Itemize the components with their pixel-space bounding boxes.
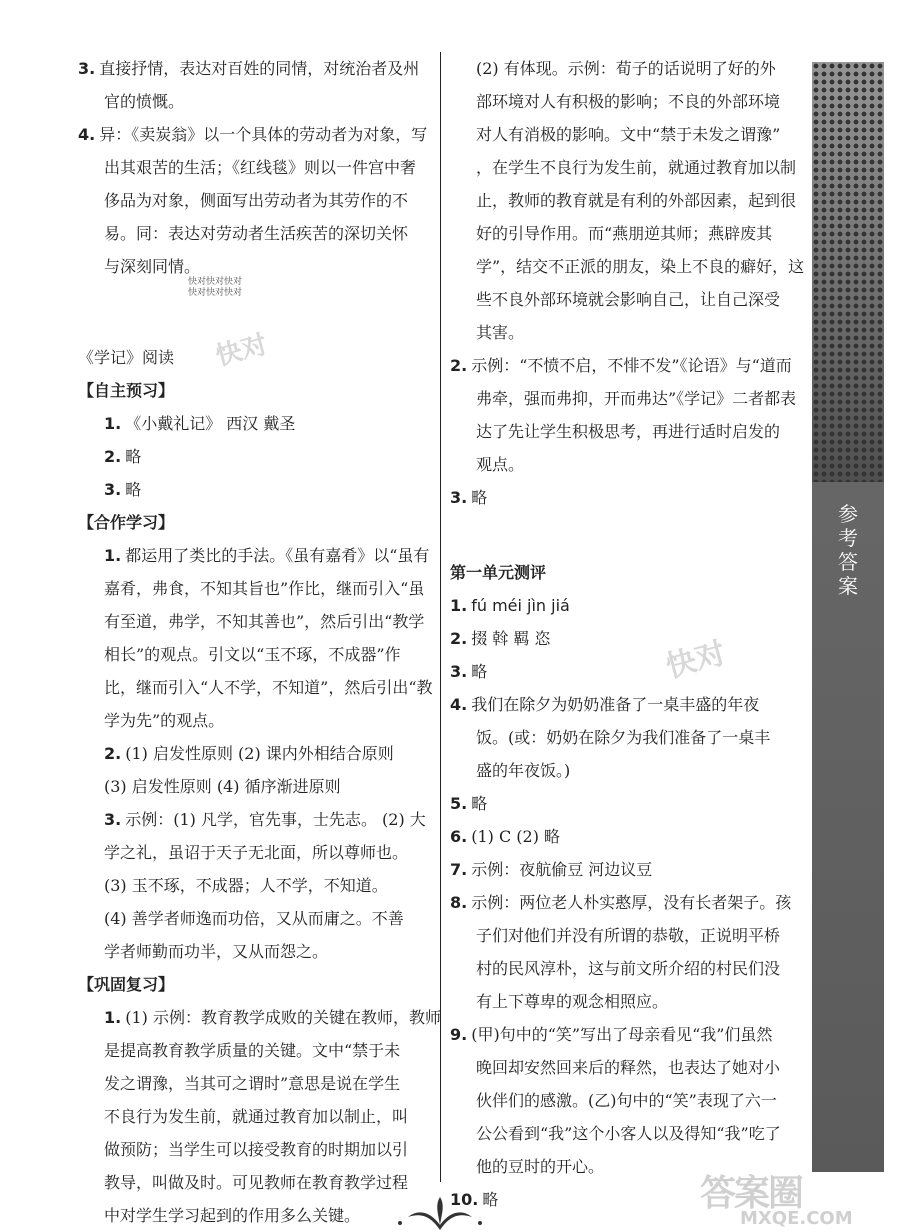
unit-question-5: 5. 略 (450, 794, 488, 813)
unit-question-6: 6. (1) C (2) 略 (450, 827, 561, 846)
left-column: 3. 直接抒情，表达对百姓的同情，对统治者及州 官的愤慨。 4. 异：《卖炭翁》以一个具体的劳动者为对象，写 出其艰苦的生活；《红线毯》则以一件宫中奢 侈品为对象，侧面写出劳动者为其劳作的不 易。同：表达对劳动者生活疾苦的深切关怀 与深刻同情。 快对快对快对 快对快对快对 《学记》阅读 【自主预习】 1. 《小戴礼记》 西汉 戴圣 2. 略 3. 略 【合作学习】 1. 都运用了类比的手法。《虽有嘉肴》以“虽有 嘉肴，弗食，不知其旨也”作比，继而引入“虽 有至道，弗学，不知其善也”，然后引出“教学 相长”的观点。引文以“玉不琢，不成器”作 比，继而引入“人不学，不知道”，然后引出“教 学为先”的观点。 2. (1) 启发性原则 (2) 课内外相结合原则 (3) 启发性原则 (4) 循序渐进原则 3. 示例：(1) 凡学，官先事，士先志。 (2) 大 学之礼，虽诏于天子无北面，所以尊师也。 (3) 玉不琢，不成器；人不学，不知道。 (4) 善学者师逸而功倍，又从而庸之。不善 学者师勤而功半，又从而怨之。 【巩固复习】 1. (1) 示例：教育教学成败的关键在教师，教师 是提高教育教学质量的关键。文中“禁于未 发之谓豫，当其可之谓时”意思是说在学生 不良行为发生前，就通过教育加以制止，叫 做预防；当学生可以接受教育的时期加以引 教导，叫做及时。可见教师在教育教学过程 中对学生学习起到的作用多么关键。 (78, 52, 438, 1232)
coop-heading: 【合作学习】 (78, 513, 175, 532)
review-question-1: 1. (1) 示例：教育教学成败的关键在教师，教师 是提高教育教学质量的关键。文中“禁于未 发之谓豫，当其可之谓时”意思是说在学生 不良行为发生前，就通过教育加以制止，叫 做预防；当学生可以接受教育的时期加以引 教导，叫做及时。可见教师在教育教学过程 中对学生学习起到的作用多么关键。 (104, 1008, 441, 1225)
answer-key-sidebar (812, 62, 884, 1172)
review-question-1-cont: (2) 有体现。示例：荀子的话说明了好的外 部环境对人有积极的影响；不良的外部环境 对人有消极的影响。文中“禁于未发之谓豫” ，在学生不良行为发生前，就通过教育加以制 止，教师的教育就是有利的外部因素，起到很 好的引导作用。而“燕朋逆其师；燕辟废其 学”，结交不正派的朋友，染上不良的癖好，这 些不良外部环境就会影响自己，让自己深受 其害。 (476, 59, 805, 342)
halftone-decoration (812, 62, 884, 482)
sidebar-label: 参 考 答 案 (838, 502, 858, 598)
unit-question-1: 1. fú méi jìn jiá (450, 596, 570, 615)
review-question-2: 2. 示例：“不愤不启，不悱不发”《论语》与“道而 弗牵，强而弗抑，开而弗达”《学记》二者都表 达了先让学生积极思考，再进行适时启发的 观点。 (450, 356, 797, 474)
watermark: 快对 (212, 329, 271, 373)
watermark: 快对 (662, 635, 730, 686)
coop-question-2: 2. (1) 启发性原则 (2) 课内外相结合原则 (3) 启发性原则 (4) 循序渐进原则 (104, 744, 394, 796)
leaf-ornament-icon (380, 1195, 500, 1232)
section-title: 《学记》阅读 (78, 348, 175, 367)
unit-test-title: 第一单元测评 (450, 563, 547, 582)
review-question-3: 3. 略 (450, 488, 488, 507)
site-domain: MXQE.COM (740, 1208, 853, 1229)
unit-question-4: 4. 我们在除夕为奶奶准备了一桌丰盛的年夜 饭。(或：奶奶在除夕为我们准备了一桌丰 盛的年夜饭。) (450, 695, 771, 780)
stamp-text: 快对快对快对 快对快对快对 (188, 277, 243, 298)
question-3: 3. 直接抒情，表达对百姓的同情，对统治者及州 官的愤慨。 (78, 59, 420, 111)
coop-question-1: 1. 都运用了类比的手法。《虽有嘉肴》以“虽有 嘉肴，弗食，不知其旨也”作比，继而引入“虽 有至道，弗学，不知其善也”，然后引出“教学 相长”的观点。引文以“玉不琢，不成器”作 比，继而引入“人不学，不知道”，然后引出“教 学为先”的观点。 (104, 546, 433, 730)
question-4: 4. 异：《卖炭翁》以一个具体的劳动者为对象，写 出其艰苦的生活；《红线毯》则以一件宫中奢 侈品为对象，侧面写出劳动者为其劳作的不 易。同：表达对劳动者生活疾苦的深切关怀 与深刻同情。 快对快对快对 快对快对快对 (78, 118, 438, 299)
site-logo: 答案圈 (700, 1173, 803, 1214)
unit-question-3: 3. 略 (450, 662, 488, 681)
review-heading: 【巩固复习】 (78, 975, 175, 994)
preview-heading: 【自主预习】 (78, 381, 175, 400)
coop-question-3: 3. 示例：(1) 凡学，官先事，士先志。 (2) 大 学之礼，虽诏于天子无北面，所以尊师也。 (3) 玉不琢，不成器；人不学，不知道。 (4) 善学者师逸而功倍，又从而庸之。不善 学者师勤而功半，又从而怨之。 (104, 810, 426, 961)
unit-question-8: 8. 示例：两位老人朴实憨厚，没有长者架子。孩 子们对他们并没有所谓的恭敬，正说明平桥 村的民风淳朴，这与前文所介绍的村民们没 有上下尊卑的观念相照应。 (450, 893, 792, 1011)
unit-question-2: 2. 掇 斡 羁 恣 (450, 629, 551, 648)
unit-question-10: 10. 略 (450, 1190, 499, 1209)
right-column (450, 52, 805, 1216)
unit-question-7: 7. 示例：夜航偷豆 河边议豆 (450, 860, 653, 879)
unit-question-9: 9. (甲)句中的“笑”写出了母亲看见“我”们虽然 晚回却安然回来后的释然，也表达了她对小 伙伴们的感激。(乙)句中的“笑”表现了六一 公公看到“我”这个小客人以及得知“我”吃了 他的豆时的开心。 (450, 1025, 781, 1176)
